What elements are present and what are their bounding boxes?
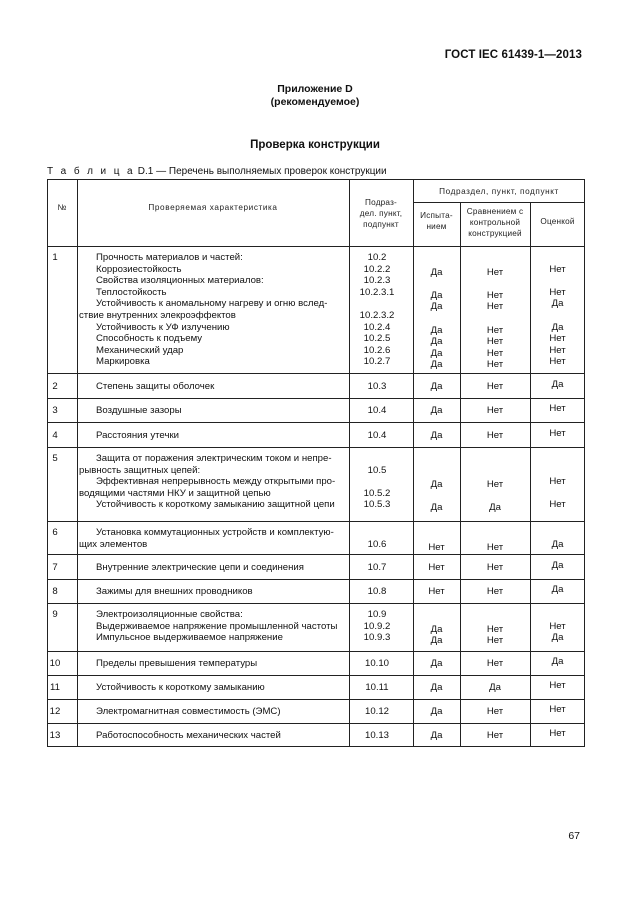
row-rule (47, 554, 585, 555)
header-characteristic: Проверяемая характеристика (148, 203, 278, 212)
row-by-test: Да (430, 682, 443, 693)
row-characteristic: Устойчивость к короткому замыканию (96, 682, 265, 693)
row-characteristic: Устойчивость к УФ излучению (96, 321, 230, 333)
row-by-comparison: Нет (486, 730, 504, 741)
row-by-assessment: Да (551, 379, 564, 390)
row-subsection-ref: 10.5.3 (363, 499, 391, 511)
row-by-assessment: Нет (549, 356, 566, 368)
row-by-comparison: Нет (486, 301, 504, 313)
row-characteristic: Воздушные зазоры (96, 405, 182, 416)
header-group-rule (413, 202, 585, 203)
row-subsection-ref: 10.5 (367, 464, 387, 476)
row-subsection-ref: 10.9.3 (363, 632, 391, 644)
row-number: 11 (50, 682, 60, 693)
row-by-assessment: Нет (549, 704, 566, 715)
header-group: Подраздел, пункт, подпункт (439, 187, 559, 196)
row-by-test: Да (430, 381, 443, 392)
row-subsection-ref: 10.3 (367, 381, 387, 392)
table-caption (47, 166, 387, 177)
row-rule (47, 422, 585, 423)
row-rule (47, 651, 585, 652)
row-subsection-ref: 10.2.7 (363, 356, 391, 368)
row-by-comparison: Да (489, 682, 501, 693)
row-characteristic: Пределы превышения температуры (96, 658, 258, 669)
row-characteristic: Расстояния утечки (96, 430, 179, 441)
row-characteristic: Маркировка (96, 356, 150, 368)
row-by-assessment: Нет (549, 499, 566, 511)
row-by-test: Да (430, 289, 443, 301)
row-subsection-ref: 10.2 (367, 252, 387, 263)
row-subsection-ref: 10.2.3 (363, 275, 391, 287)
row-by-assessment: Да (551, 632, 564, 644)
row-by-assessment: Да (551, 298, 564, 310)
header-num: № (57, 203, 67, 212)
row-characteristic: Электромагнитная совместимость (ЭМС) (96, 706, 281, 717)
row-subsection-ref: 10.5.2 (363, 487, 391, 499)
row-by-assessment: Да (551, 321, 564, 333)
row-characteristic: водящими частями НКУ и защитной цепью (79, 487, 271, 499)
row-by-test: Нет (428, 586, 445, 597)
row-by-test: Да (430, 730, 443, 741)
row-characteristic: Коррозиестойкость (96, 263, 182, 275)
checks-table (47, 179, 585, 746)
row-by-assessment: Да (551, 538, 564, 550)
row-by-comparison: Нет (486, 324, 504, 336)
row-characteristic: Устойчивость к короткому замыканию защитной цепи (96, 499, 335, 511)
row-rule (47, 699, 585, 700)
row-by-test: Да (430, 324, 443, 336)
row-by-comparison: Нет (486, 381, 504, 392)
row-subsection-ref: 10.2.2 (363, 263, 391, 275)
row-number: 12 (49, 706, 61, 717)
row-number: 8 (52, 586, 58, 597)
row-by-comparison: Нет (486, 359, 504, 371)
header-bottom-rule (47, 246, 585, 247)
row-rule (47, 603, 585, 604)
row-characteristic: рывность защитных цепей: (79, 464, 201, 476)
row-subsection-ref: 10.2.5 (363, 333, 391, 345)
row-by-comparison: Нет (486, 336, 504, 348)
row-by-test: Да (430, 405, 443, 416)
row-by-test: Да (430, 479, 443, 491)
row-by-test: Да (430, 706, 443, 717)
page-number: 67 (568, 830, 580, 842)
row-by-test: Да (430, 347, 443, 359)
row-by-assessment: Нет (549, 476, 566, 488)
row-by-assessment: Нет (549, 428, 566, 439)
row-by-test: Да (430, 359, 443, 371)
row-characteristic: Теплостойкость (96, 286, 167, 298)
row-by-comparison: Нет (486, 347, 504, 359)
row-characteristic: Способность к подъему (96, 333, 203, 345)
row-characteristic: Эффективная непрерывность между открытыми про- (96, 476, 336, 488)
row-subsection-ref: 10.2.3.1 (359, 286, 395, 298)
row-subsection-ref: 10.9 (367, 609, 387, 620)
row-by-comparison: Нет (486, 541, 504, 553)
row-by-assessment: Да (551, 656, 564, 667)
row-characteristic: Электроизоляционные свойства: (96, 609, 243, 620)
row-number: 5 (52, 453, 58, 464)
header-subsection: подпункт (363, 220, 399, 229)
header-comparison: Сравнением с (466, 207, 524, 216)
row-number: 1 (52, 252, 58, 263)
row-characteristic: Механический удар (96, 344, 184, 356)
row-subsection-ref: 10.4 (367, 430, 387, 441)
row-by-comparison: Нет (486, 479, 504, 491)
row-by-test: Нет (428, 562, 445, 573)
row-by-test: Да (430, 635, 443, 647)
row-by-assessment: Нет (549, 344, 566, 356)
row-by-assessment: Нет (549, 263, 566, 275)
row-by-test: Нет (428, 541, 445, 553)
row-by-test: Да (430, 336, 443, 348)
row-number: 9 (52, 609, 58, 620)
row-by-test: Да (430, 266, 443, 278)
caption-number: D.1 (137, 166, 154, 177)
row-rule (47, 579, 585, 580)
row-number: 10 (49, 658, 61, 669)
row-rule (47, 746, 585, 747)
section-title: Проверка конструкции (250, 139, 380, 151)
row-by-assessment: Нет (549, 728, 566, 739)
row-by-comparison: Нет (486, 562, 504, 573)
row-by-assessment: Нет (549, 403, 566, 414)
row-rule (47, 521, 585, 522)
row-number: 2 (52, 381, 58, 392)
row-subsection-ref: 10.10 (364, 658, 389, 669)
row-subsection-ref: 10.2.4 (363, 321, 391, 333)
caption-label: Т а б л и ц а (47, 166, 135, 177)
row-characteristic: Импульсное выдерживаемое напряжение (96, 632, 283, 644)
annex-title: Приложение D (277, 83, 353, 95)
row-by-comparison: Да (489, 502, 501, 514)
header-comparison: контрольной (469, 218, 521, 227)
row-characteristic: Устойчивость к аномальному нагреву и огню вслед- (96, 298, 328, 310)
row-rule (47, 447, 585, 448)
row-number: 6 (52, 527, 58, 538)
row-by-assessment: Нет (549, 680, 566, 691)
annex-note: (рекомендуемое) (270, 96, 360, 108)
row-characteristic: Выдерживаемое напряжение промышленной частоты (96, 620, 338, 632)
row-characteristic: ствие внутренних элекроэффектов (79, 310, 236, 321)
header-subsection: Подраз- (365, 198, 397, 207)
row-characteristic: щих элементов (79, 538, 148, 550)
row-subsection-ref: 10.9.2 (363, 620, 391, 632)
row-by-comparison: Нет (486, 658, 504, 669)
row-by-comparison: Нет (486, 623, 504, 635)
row-subsection-ref: 10.4 (367, 405, 387, 416)
row-by-comparison: Нет (486, 706, 504, 717)
row-characteristic: Зажимы для внешних проводников (96, 586, 253, 597)
row-rule (47, 398, 585, 399)
row-subsection-ref: 10.6 (367, 538, 387, 550)
row-by-assessment: Да (551, 560, 564, 571)
row-by-assessment: Нет (549, 620, 566, 632)
row-number: 7 (52, 562, 58, 573)
row-characteristic: Степень защиты оболочек (96, 381, 215, 392)
row-by-comparison: Нет (486, 430, 504, 441)
row-by-comparison: Нет (486, 266, 504, 278)
column-rule (77, 179, 78, 746)
row-subsection-ref: 10.13 (364, 730, 389, 741)
caption-text: — Перечень выполняемых проверок конструкции (156, 166, 387, 177)
row-subsection-ref: 10.8 (367, 586, 387, 597)
row-subsection-ref: 10.2.6 (363, 344, 391, 356)
row-by-test: Да (430, 623, 443, 635)
row-rule (47, 373, 585, 374)
row-subsection-ref: 10.7 (367, 562, 387, 573)
row-number: 4 (52, 430, 58, 441)
row-subsection-ref: 10.2.3.2 (359, 310, 395, 321)
row-number: 3 (52, 405, 58, 416)
row-characteristic: Работоспособность механических частей (96, 730, 281, 741)
table-border-top (47, 179, 585, 180)
row-by-test: Да (430, 430, 443, 441)
row-rule (47, 723, 585, 724)
row-by-comparison: Нет (486, 586, 504, 597)
row-characteristic: Защита от поражения электрическим током и непре- (96, 453, 332, 464)
row-by-comparison: Нет (486, 289, 504, 301)
row-by-test: Да (430, 301, 443, 313)
row-by-test: Да (430, 658, 443, 669)
row-by-comparison: Нет (486, 405, 504, 416)
standard-designation: ГОСТ IEC 61439-1—2013 (444, 49, 582, 61)
row-rule (47, 675, 585, 676)
row-subsection-ref: 10.11 (365, 682, 389, 693)
row-characteristic: Внутренние электрические цепи и соединения (96, 562, 304, 573)
row-by-test: Да (430, 502, 443, 514)
header-comparison: конструкцией (468, 229, 522, 238)
row-number: 13 (49, 730, 61, 741)
header-subsection: дел. пункт, (359, 209, 403, 218)
row-by-assessment: Нет (549, 333, 566, 345)
row-subsection-ref: 10.12 (364, 706, 389, 717)
row-by-assessment: Да (551, 584, 564, 595)
header-assessment: Оценкой (540, 217, 575, 226)
row-characteristic: Установка коммутационных устройств и комплектую- (96, 527, 334, 538)
row-characteristic: Прочность материалов и частей: (96, 252, 243, 263)
header-test: нием (426, 222, 447, 231)
header-test: Испыта- (420, 211, 453, 220)
row-by-assessment: Нет (549, 286, 566, 298)
row-by-comparison: Нет (486, 635, 504, 647)
row-characteristic: Свойства изоляционных материалов: (96, 275, 264, 287)
